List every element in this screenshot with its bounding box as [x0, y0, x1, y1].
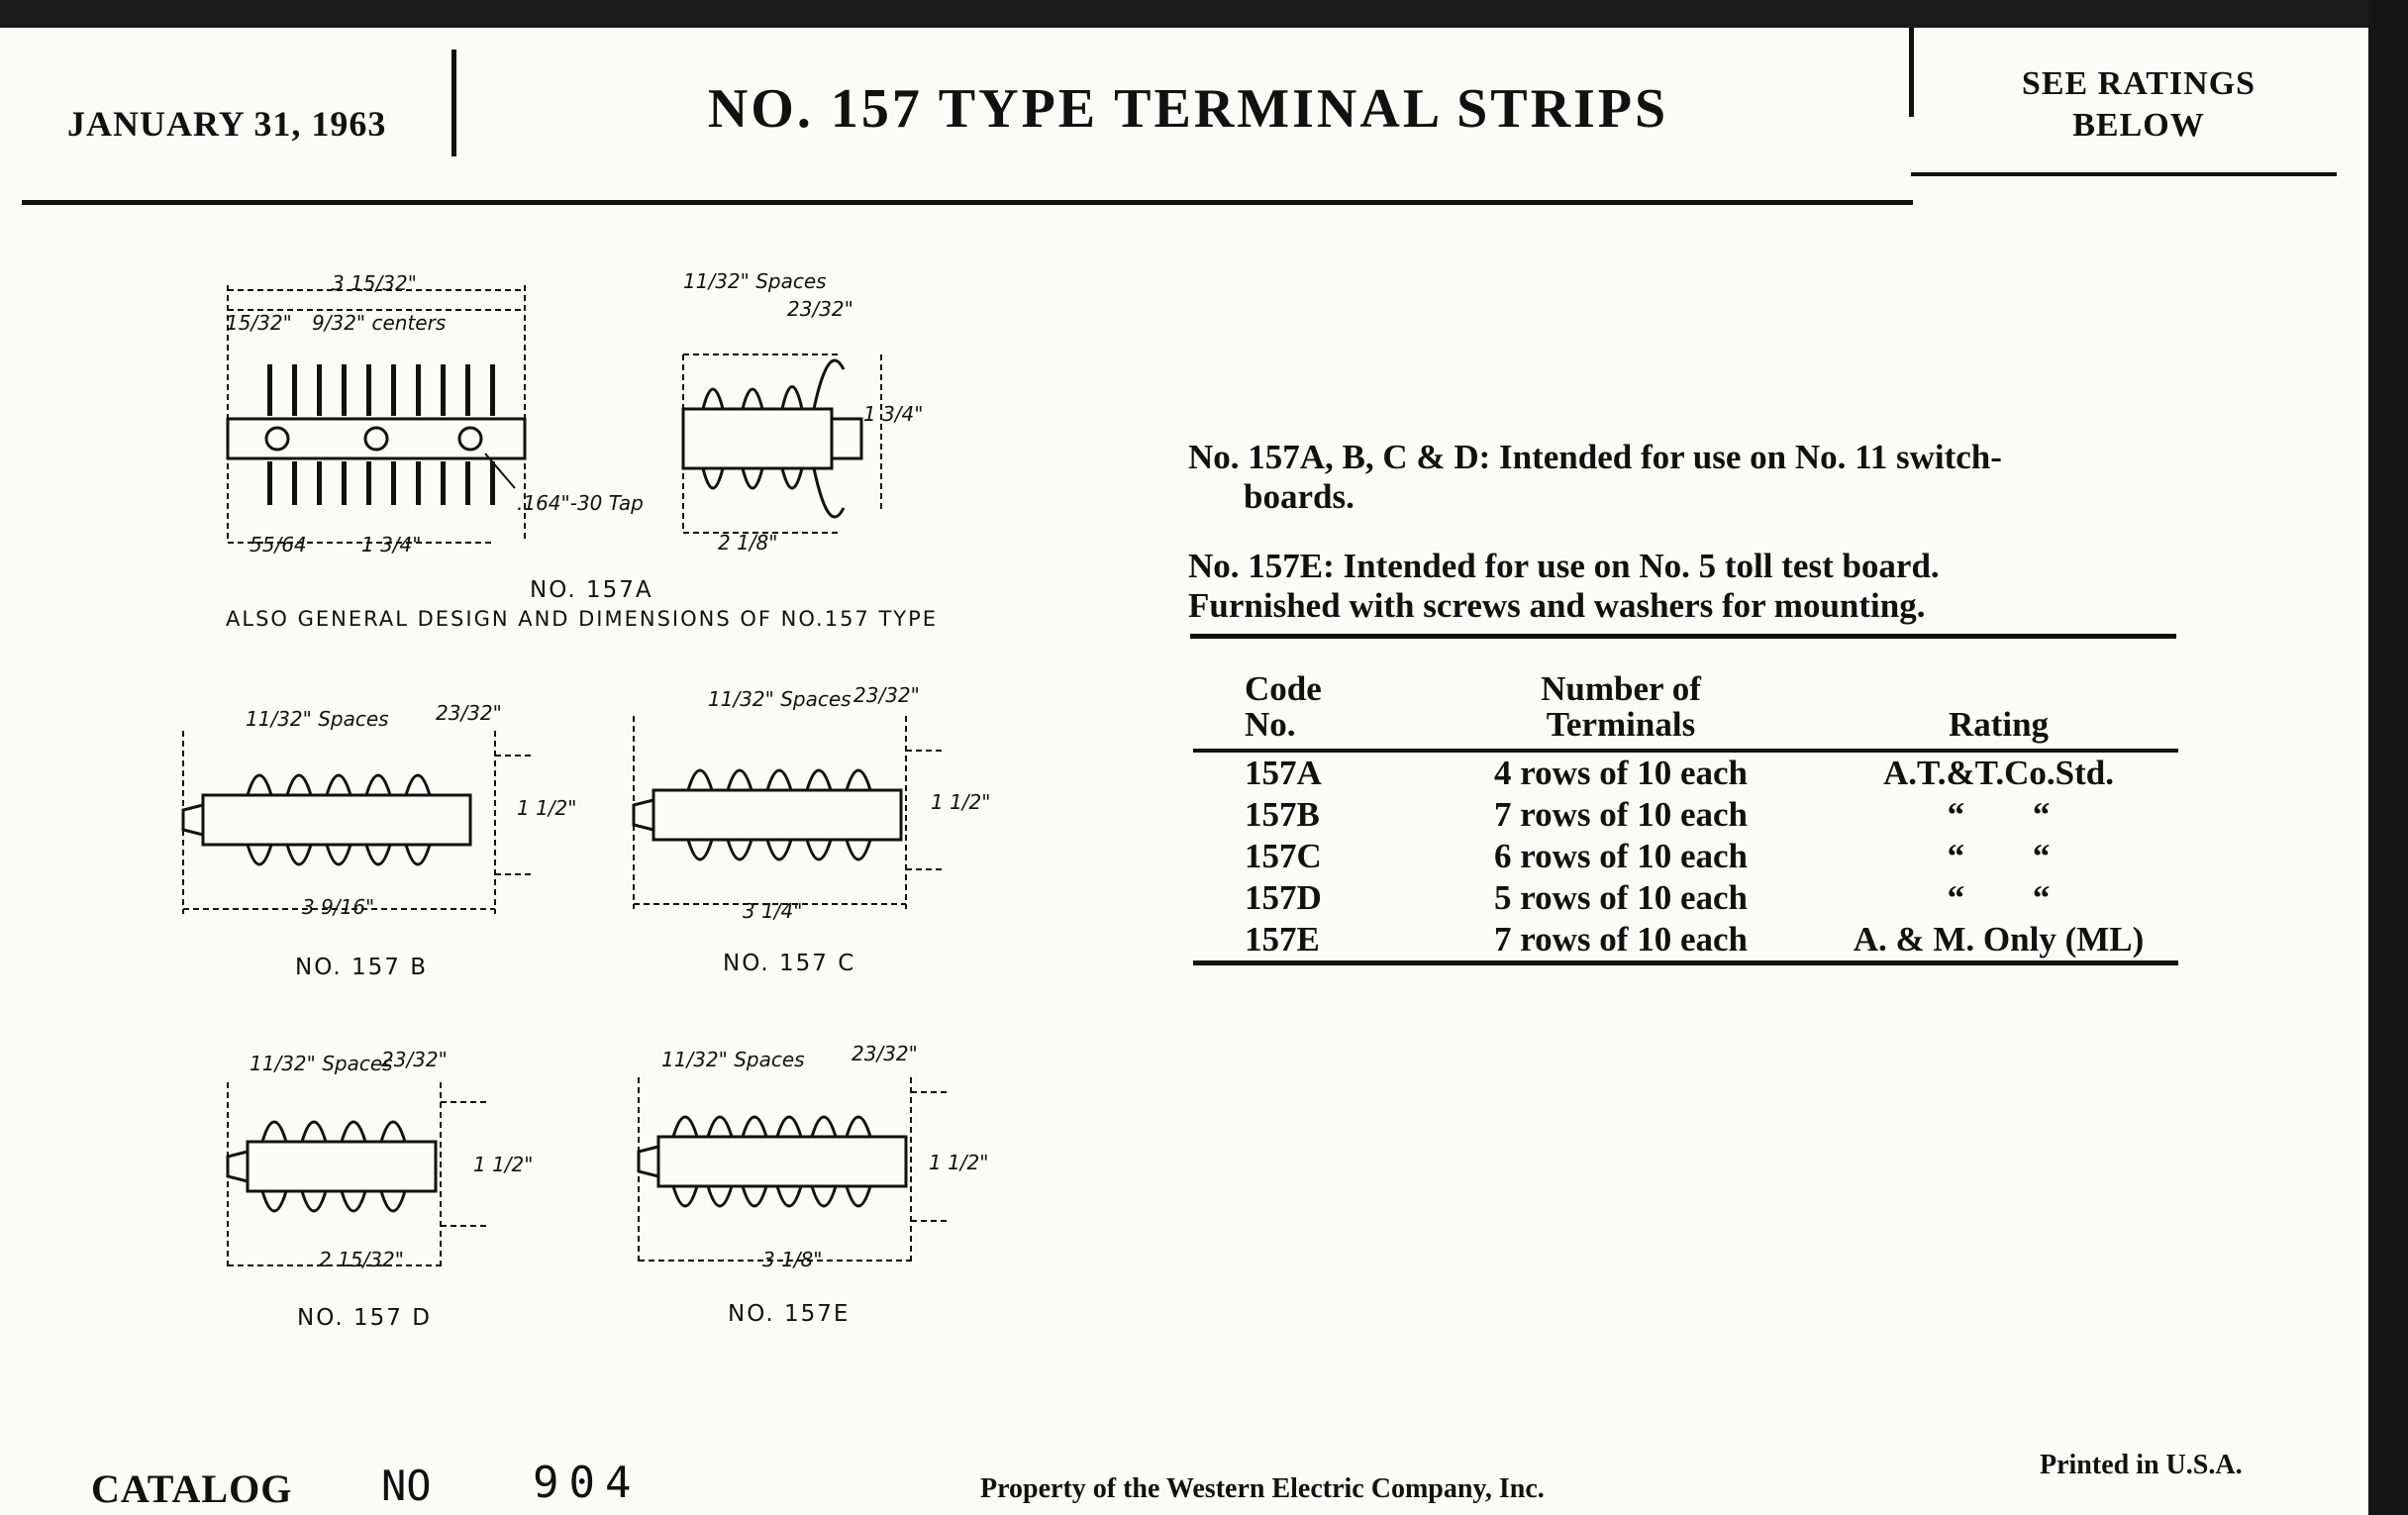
- sheet-date: JANUARY 31, 1963: [67, 104, 387, 144]
- printed-notice: Printed in U.S.A.: [2040, 1450, 2243, 1480]
- terminal-pin: [317, 364, 322, 416]
- cell-rating: “ “: [1947, 795, 2051, 834]
- caption-157d: NO. 157 D: [297, 1305, 432, 1331]
- usage-paragraph-2: [1188, 547, 1940, 626]
- terminal-pin: [292, 364, 297, 416]
- header-rule: [22, 200, 1913, 205]
- dim-157e-height: 1 1/2": [929, 1151, 989, 1174]
- dim-157a-bottom-mid: 1 3/4": [361, 533, 422, 556]
- terminal-pin: [416, 364, 421, 416]
- ratings-note: [1941, 63, 2337, 147]
- dim-157b-length: 3 9/16": [302, 895, 375, 919]
- table-top-rule: [1190, 634, 2176, 639]
- caption-157e: NO. 157E: [728, 1301, 851, 1327]
- dim-157b-height: 1 1/2": [517, 796, 577, 820]
- col-header-rating: Rating: [1819, 661, 2178, 751]
- dim-157b-spaces: 11/32" Spaces: [246, 707, 389, 731]
- terminal-pin: [342, 364, 347, 416]
- terminal-pin: [267, 461, 272, 505]
- caption-157a: NO. 157A: [530, 577, 653, 603]
- dim-157d-end: 23/32": [381, 1048, 448, 1071]
- terminal-pin: [391, 364, 396, 416]
- dim-side-length: 2 1/8": [718, 531, 778, 555]
- cell-rating: A.T.&T.Co.Std.: [1882, 754, 2115, 792]
- terminal-pin: [465, 461, 470, 505]
- figure-157d-drawing: [223, 1077, 520, 1275]
- table-row: [1193, 751, 2178, 794]
- dim-157c-length: 3 1/4": [743, 899, 803, 923]
- cell-terminals: 7 rows of 10 each: [1423, 919, 1819, 963]
- dim-157d-spaces: 11/32" Spaces: [250, 1052, 393, 1075]
- usage-paragraph-1-line1: No. 157A, B, C & D: Intended for use on No. 11 switch-: [1188, 438, 2002, 476]
- dim-157b-end: 23/32": [436, 701, 502, 725]
- dim-side-end: 23/32": [787, 297, 853, 321]
- col-header-code-line2: No.: [1245, 705, 1296, 744]
- col-header-terminals-line2: Terminals: [1546, 705, 1696, 744]
- ratings-note-line1: SEE RATINGS: [2021, 65, 2257, 102]
- dim-157c-spaces: 11/32" Spaces: [708, 687, 852, 711]
- dim-157a-overall: 3 15/32": [332, 271, 417, 295]
- dim-side-height: 1 3/4": [863, 402, 924, 426]
- dim-157e-spaces: 11/32" Spaces: [661, 1048, 805, 1071]
- dim-157a-centers: 9/32" centers: [312, 311, 447, 335]
- terminal-pin: [366, 461, 371, 505]
- cell-terminals: 6 rows of 10 each: [1494, 837, 1748, 875]
- table-row: [1193, 877, 2178, 919]
- terminal-pin: [292, 461, 297, 505]
- caption-157c: NO. 157 C: [723, 951, 856, 976]
- figure-157b-drawing: [178, 721, 554, 919]
- cell-code: 157A: [1245, 754, 1322, 792]
- ratings-note-line2: BELOW: [2072, 107, 2205, 144]
- col-header-code: [1193, 661, 1423, 751]
- cell-rating: A. & M. Only (ML): [1819, 919, 2178, 963]
- caption-157a-sub: ALSO GENERAL DESIGN AND DIMENSIONS OF NO.157 TYPE: [226, 607, 939, 631]
- catalog-no-label: NO: [381, 1462, 432, 1510]
- cell-code: 157E: [1193, 919, 1423, 963]
- terminal-pin: [267, 364, 272, 416]
- dim-157c-height: 1 1/2": [931, 790, 991, 814]
- property-notice: Property of the Western Electric Company, Inc.: [980, 1473, 1545, 1504]
- dim-157a-tap: .164"-30 Tap: [517, 491, 644, 515]
- terminal-pin: [441, 364, 446, 416]
- cell-rating: “ “: [1947, 878, 2051, 917]
- table-row: [1193, 919, 2178, 963]
- dim-157d-length: 2 15/32": [319, 1248, 404, 1271]
- dim-157a-bottom-left: 55/64: [250, 533, 307, 556]
- dim-side-spaces: 11/32" Spaces: [683, 269, 827, 293]
- dim-157d-height: 1 1/2": [473, 1153, 534, 1176]
- usage-paragraph-1: [1188, 438, 2002, 517]
- dim-157a-left-offset: 15/32": [226, 311, 292, 335]
- table-row: [1193, 836, 2178, 877]
- page-title: NO. 157 TYPE TERMINAL STRIPS: [707, 78, 1669, 140]
- cell-rating: “ “: [1947, 837, 2051, 875]
- cell-terminals: 4 rows of 10 each: [1494, 754, 1748, 792]
- col-header-terminals-line1: Number of: [1541, 669, 1701, 708]
- catalog-sheet: [0, 28, 2368, 1515]
- usage-paragraph-2-line1: No. 157E: Intended for use on No. 5 toll test board.: [1188, 547, 1940, 585]
- usage-paragraph-1-line2: boards.: [1244, 477, 1354, 516]
- ratings-table: [1193, 661, 2178, 965]
- terminal-pin: [342, 461, 347, 505]
- cell-code: 157B: [1245, 795, 1320, 834]
- scan-edge: [2368, 0, 2408, 1515]
- caption-157b: NO. 157 B: [295, 955, 428, 980]
- dim-157e-length: 3 1/8": [762, 1248, 823, 1271]
- usage-paragraph-2-line2: Furnished with screws and washers for mounting.: [1188, 586, 1926, 625]
- cell-terminals: 7 rows of 10 each: [1494, 795, 1748, 834]
- figure-157c-drawing: [629, 711, 965, 919]
- header-rule-right: [1911, 172, 2337, 176]
- catalog-number: 904: [533, 1458, 642, 1508]
- col-header-code-line1: Code: [1245, 669, 1322, 708]
- col-header-terminals: [1423, 661, 1819, 751]
- dim-157c-end: 23/32": [853, 683, 920, 707]
- header-divider-right: [1909, 28, 1914, 117]
- terminal-pin: [465, 364, 470, 416]
- figure-157e-drawing: [634, 1072, 960, 1270]
- terminal-pin: [391, 461, 396, 505]
- table-header-row: [1193, 661, 2178, 751]
- dim-157e-end: 23/32": [852, 1042, 918, 1065]
- terminal-pin: [490, 364, 495, 416]
- cell-terminals: 5 rows of 10 each: [1494, 878, 1748, 917]
- terminal-pin: [416, 461, 421, 505]
- cell-code: 157D: [1245, 878, 1322, 917]
- terminal-pin: [317, 461, 322, 505]
- terminal-pin: [366, 364, 371, 416]
- cell-code: 157C: [1245, 837, 1322, 875]
- terminal-pin: [441, 461, 446, 505]
- catalog-label: CATALOG: [91, 1466, 293, 1511]
- terminal-pin: [490, 461, 495, 505]
- table-row: [1193, 794, 2178, 836]
